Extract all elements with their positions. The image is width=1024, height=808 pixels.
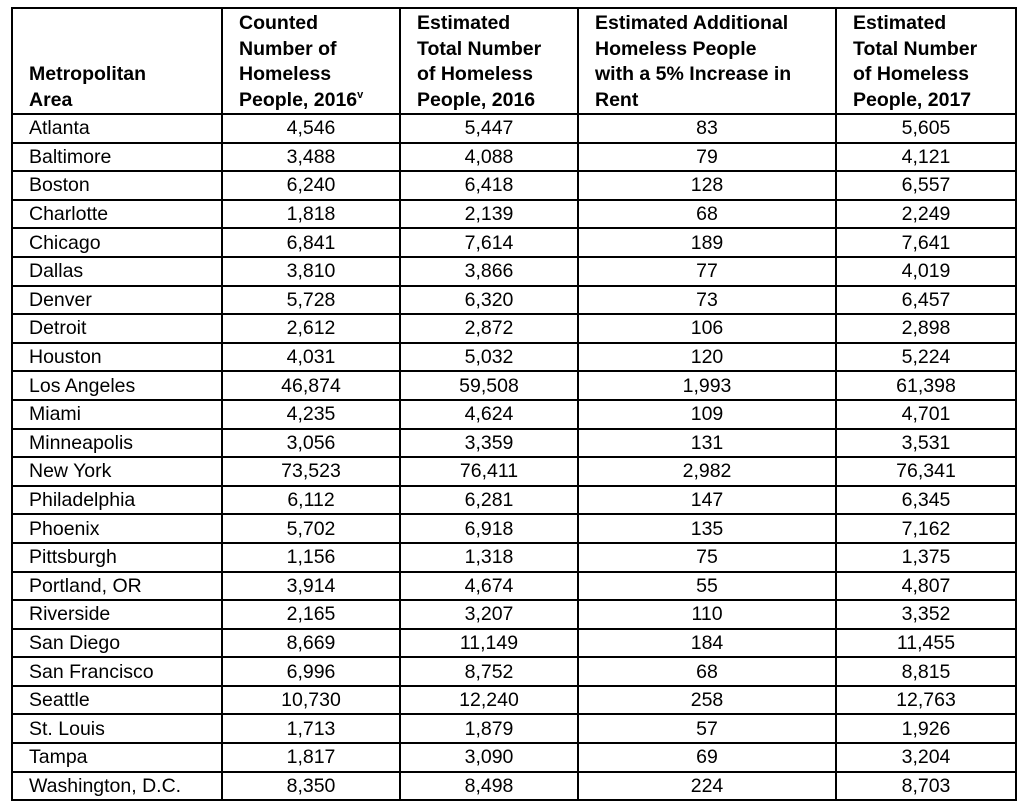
cell-counted-2016: 1,818 <box>222 200 400 229</box>
cell-estimated-total-2016: 1,879 <box>400 714 578 743</box>
table-header <box>12 8 1016 114</box>
cell-additional-5pct-rent: 77 <box>578 257 836 286</box>
table-row <box>12 200 1016 229</box>
table-row <box>12 371 1016 400</box>
cell-counted-2016: 73,523 <box>222 457 400 486</box>
cell-metropolitan-area: New York <box>12 457 222 486</box>
cell-estimated-total-2016: 6,918 <box>400 514 578 543</box>
header-line: Homeless <box>239 63 332 85</box>
table-row <box>12 457 1016 486</box>
cell-counted-2016: 6,841 <box>222 228 400 257</box>
cell-counted-2016: 6,996 <box>222 657 400 686</box>
cell-metropolitan-area: Boston <box>12 171 222 200</box>
cell-estimated-total-2016: 4,624 <box>400 400 578 429</box>
cell-additional-5pct-rent: 68 <box>578 657 836 686</box>
header-line: Estimated <box>417 12 511 34</box>
cell-estimated-total-2017: 6,457 <box>836 286 1016 315</box>
cell-estimated-total-2016: 3,866 <box>400 257 578 286</box>
cell-estimated-total-2017: 1,926 <box>836 714 1016 743</box>
table-row <box>12 657 1016 686</box>
table-row <box>12 514 1016 543</box>
cell-metropolitan-area: Seattle <box>12 686 222 715</box>
cell-additional-5pct-rent: 57 <box>578 714 836 743</box>
cell-additional-5pct-rent: 83 <box>578 114 836 143</box>
cell-metropolitan-area: Pittsburgh <box>12 543 222 572</box>
cell-estimated-total-2017: 4,019 <box>836 257 1016 286</box>
cell-estimated-total-2017: 4,121 <box>836 143 1016 172</box>
cell-estimated-total-2016: 3,207 <box>400 600 578 629</box>
cell-estimated-total-2016: 7,614 <box>400 228 578 257</box>
cell-estimated-total-2017: 6,557 <box>836 171 1016 200</box>
cell-estimated-total-2016: 2,139 <box>400 200 578 229</box>
cell-additional-5pct-rent: 184 <box>578 629 836 658</box>
table-row <box>12 486 1016 515</box>
cell-additional-5pct-rent: 258 <box>578 686 836 715</box>
cell-estimated-total-2017: 2,898 <box>836 314 1016 343</box>
cell-counted-2016: 8,669 <box>222 629 400 658</box>
cell-counted-2016: 46,874 <box>222 371 400 400</box>
cell-estimated-total-2017: 8,703 <box>836 772 1016 801</box>
cell-estimated-total-2017: 5,224 <box>836 343 1016 372</box>
cell-metropolitan-area: Baltimore <box>12 143 222 172</box>
table-row <box>12 543 1016 572</box>
header-line: of Homeless <box>417 63 533 85</box>
cell-counted-2016: 5,702 <box>222 514 400 543</box>
cell-counted-2016: 8,350 <box>222 772 400 801</box>
cell-metropolitan-area: San Francisco <box>12 657 222 686</box>
cell-metropolitan-area: Portland, OR <box>12 572 222 601</box>
header-line: Total Number <box>853 37 978 60</box>
header-line: People, 2016 <box>417 88 536 111</box>
cell-estimated-total-2016: 6,320 <box>400 286 578 315</box>
header-line: Number of <box>239 37 337 60</box>
cell-counted-2016: 1,713 <box>222 714 400 743</box>
cell-estimated-total-2016: 3,090 <box>400 743 578 772</box>
cell-additional-5pct-rent: 224 <box>578 772 836 801</box>
cell-counted-2016: 4,235 <box>222 400 400 429</box>
cell-estimated-total-2017: 7,162 <box>836 514 1016 543</box>
header-line: Area <box>29 88 73 111</box>
cell-metropolitan-area: Los Angeles <box>12 371 222 400</box>
cell-counted-2016: 1,817 <box>222 743 400 772</box>
cell-counted-2016: 3,810 <box>222 257 400 286</box>
header-line: Estimated Additional <box>595 12 789 34</box>
header-estimated-total-2017 <box>836 8 1016 114</box>
table-row <box>12 629 1016 658</box>
cell-estimated-total-2016: 12,240 <box>400 686 578 715</box>
header-metropolitan-area <box>12 8 222 114</box>
cell-estimated-total-2017: 61,398 <box>836 371 1016 400</box>
cell-estimated-total-2016: 4,088 <box>400 143 578 172</box>
cell-metropolitan-area: Washington, D.C. <box>12 772 222 801</box>
table-row <box>12 343 1016 372</box>
cell-additional-5pct-rent: 75 <box>578 543 836 572</box>
cell-estimated-total-2016: 8,498 <box>400 772 578 801</box>
cell-estimated-total-2017: 7,641 <box>836 228 1016 257</box>
cell-estimated-total-2016: 2,872 <box>400 314 578 343</box>
header-line: with a 5% Increase in <box>595 63 792 85</box>
cell-metropolitan-area: Tampa <box>12 743 222 772</box>
cell-estimated-total-2016: 8,752 <box>400 657 578 686</box>
table-row <box>12 257 1016 286</box>
header-line: of Homeless <box>853 63 969 85</box>
cell-counted-2016: 6,112 <box>222 486 400 515</box>
cell-estimated-total-2016: 5,447 <box>400 114 578 143</box>
cell-counted-2016: 5,728 <box>222 286 400 315</box>
cell-additional-5pct-rent: 69 <box>578 743 836 772</box>
cell-counted-2016: 3,914 <box>222 572 400 601</box>
cell-additional-5pct-rent: 120 <box>578 343 836 372</box>
cell-estimated-total-2017: 12,763 <box>836 686 1016 715</box>
cell-estimated-total-2017: 4,701 <box>836 400 1016 429</box>
cell-additional-5pct-rent: 55 <box>578 572 836 601</box>
cell-additional-5pct-rent: 135 <box>578 514 836 543</box>
footnote-marker: v <box>357 88 364 101</box>
cell-estimated-total-2016: 1,318 <box>400 543 578 572</box>
cell-metropolitan-area: Detroit <box>12 314 222 343</box>
cell-additional-5pct-rent: 2,982 <box>578 457 836 486</box>
cell-metropolitan-area: St. Louis <box>12 714 222 743</box>
cell-estimated-total-2017: 2,249 <box>836 200 1016 229</box>
cell-estimated-total-2016: 76,411 <box>400 457 578 486</box>
table-row <box>12 572 1016 601</box>
header-line: Estimated <box>853 12 947 34</box>
cell-counted-2016: 3,056 <box>222 429 400 458</box>
table-body <box>12 114 1016 800</box>
cell-estimated-total-2016: 4,674 <box>400 572 578 601</box>
cell-estimated-total-2016: 59,508 <box>400 371 578 400</box>
cell-metropolitan-area: Charlotte <box>12 200 222 229</box>
homeless-estimates-table <box>11 7 1017 801</box>
cell-estimated-total-2017: 1,375 <box>836 543 1016 572</box>
cell-counted-2016: 2,165 <box>222 600 400 629</box>
table-row <box>12 743 1016 772</box>
table-row <box>12 114 1016 143</box>
header-counted-2016 <box>222 8 400 114</box>
cell-additional-5pct-rent: 68 <box>578 200 836 229</box>
cell-counted-2016: 4,546 <box>222 114 400 143</box>
cell-metropolitan-area: Phoenix <box>12 514 222 543</box>
table-row <box>12 143 1016 172</box>
cell-counted-2016: 6,240 <box>222 171 400 200</box>
table-row <box>12 314 1016 343</box>
cell-estimated-total-2017: 3,531 <box>836 429 1016 458</box>
cell-metropolitan-area: Houston <box>12 343 222 372</box>
cell-additional-5pct-rent: 1,993 <box>578 371 836 400</box>
table-row <box>12 600 1016 629</box>
cell-estimated-total-2017: 3,204 <box>836 743 1016 772</box>
cell-estimated-total-2017: 8,815 <box>836 657 1016 686</box>
cell-estimated-total-2017: 4,807 <box>836 572 1016 601</box>
cell-metropolitan-area: Philadelphia <box>12 486 222 515</box>
header-line: People, 2016 <box>239 88 358 111</box>
cell-counted-2016: 2,612 <box>222 314 400 343</box>
cell-metropolitan-area: Denver <box>12 286 222 315</box>
cell-metropolitan-area: Chicago <box>12 228 222 257</box>
table-row <box>12 286 1016 315</box>
cell-additional-5pct-rent: 106 <box>578 314 836 343</box>
cell-estimated-total-2017: 5,605 <box>836 114 1016 143</box>
cell-additional-5pct-rent: 109 <box>578 400 836 429</box>
cell-additional-5pct-rent: 128 <box>578 171 836 200</box>
cell-estimated-total-2016: 6,418 <box>400 171 578 200</box>
cell-additional-5pct-rent: 110 <box>578 600 836 629</box>
header-line: Total Number <box>417 37 542 60</box>
cell-additional-5pct-rent: 73 <box>578 286 836 315</box>
table-row <box>12 686 1016 715</box>
header-line: Counted <box>239 12 319 34</box>
cell-metropolitan-area: Riverside <box>12 600 222 629</box>
cell-estimated-total-2016: 11,149 <box>400 629 578 658</box>
cell-counted-2016: 10,730 <box>222 686 400 715</box>
cell-additional-5pct-rent: 131 <box>578 429 836 458</box>
header-line: People, 2017 <box>853 88 972 111</box>
header-additional-5pct-rent <box>578 8 836 114</box>
cell-counted-2016: 3,488 <box>222 143 400 172</box>
cell-metropolitan-area: Dallas <box>12 257 222 286</box>
cell-estimated-total-2017: 76,341 <box>836 457 1016 486</box>
cell-additional-5pct-rent: 147 <box>578 486 836 515</box>
cell-estimated-total-2017: 11,455 <box>836 629 1016 658</box>
header-line: Metropolitan <box>29 63 146 85</box>
cell-estimated-total-2016: 6,281 <box>400 486 578 515</box>
cell-metropolitan-area: Atlanta <box>12 114 222 143</box>
table-row <box>12 171 1016 200</box>
cell-estimated-total-2016: 5,032 <box>400 343 578 372</box>
table-row <box>12 400 1016 429</box>
cell-metropolitan-area: Minneapolis <box>12 429 222 458</box>
cell-counted-2016: 1,156 <box>222 543 400 572</box>
cell-metropolitan-area: San Diego <box>12 629 222 658</box>
table-row <box>12 772 1016 801</box>
table-row <box>12 714 1016 743</box>
cell-estimated-total-2017: 3,352 <box>836 600 1016 629</box>
header-row <box>12 8 1016 114</box>
cell-additional-5pct-rent: 79 <box>578 143 836 172</box>
cell-additional-5pct-rent: 189 <box>578 228 836 257</box>
cell-counted-2016: 4,031 <box>222 343 400 372</box>
table-row <box>12 429 1016 458</box>
cell-estimated-total-2016: 3,359 <box>400 429 578 458</box>
cell-estimated-total-2017: 6,345 <box>836 486 1016 515</box>
cell-metropolitan-area: Miami <box>12 400 222 429</box>
header-line: Homeless People <box>595 37 757 60</box>
header-line: Rent <box>595 88 639 111</box>
table-row <box>12 228 1016 257</box>
header-estimated-total-2016 <box>400 8 578 114</box>
